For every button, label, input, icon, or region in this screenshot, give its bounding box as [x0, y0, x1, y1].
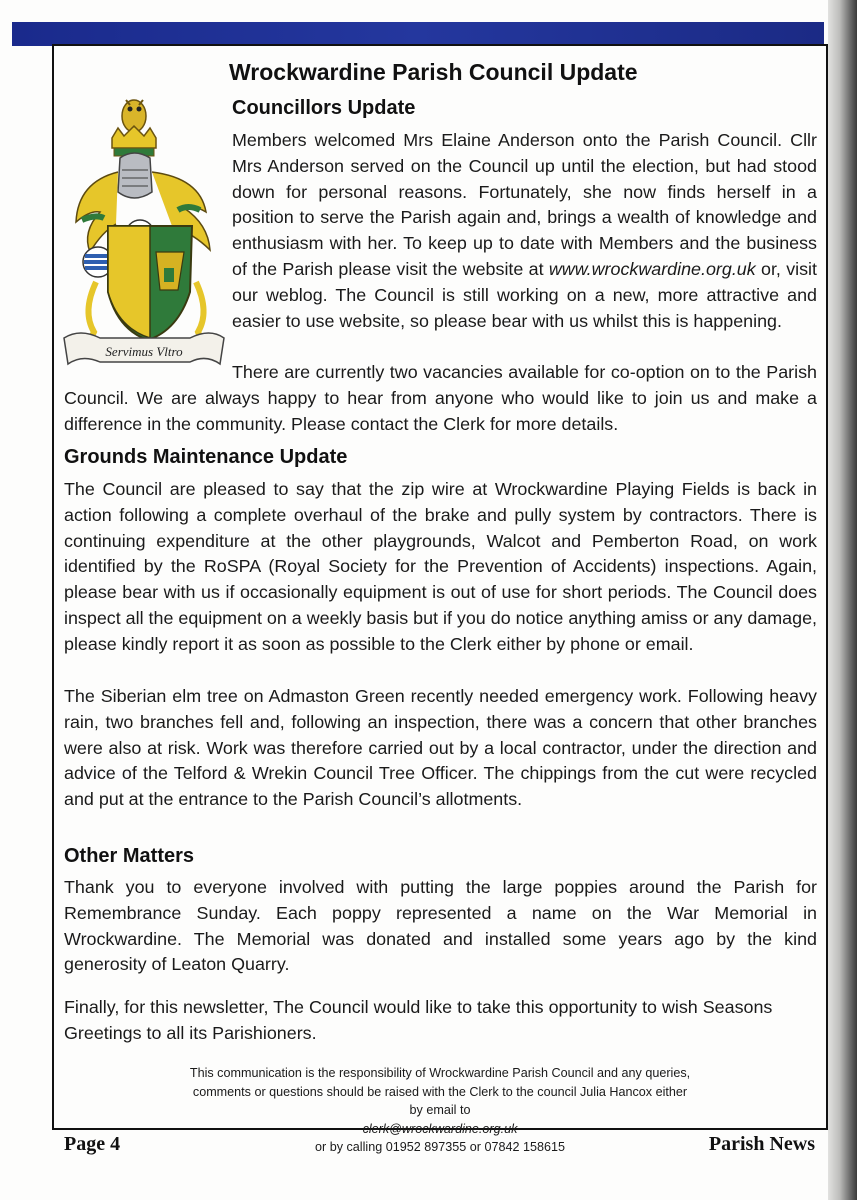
other-matters-heading: Other Matters [64, 845, 195, 867]
page-number: Page 4 [64, 1133, 121, 1155]
councillors-text: Members welcomed Mrs Elaine Anderson onto the Parish Council. Cllr Mrs Anderson served on the Council up until the election, but had stood down for personal reasons. Fortunately, she now finds herself in a position to serve the Parish again and, brings a wealth of knowledge and enthusiasm with her. To keep up to date with Members and the business of the Parish please visit the website at [232, 130, 817, 279]
footer-line-3-post: or by calling 01952 897355 or 07842 158615 [315, 1140, 565, 1155]
crest-motto: Servimus Vltro [105, 344, 183, 359]
grounds-paragraph-2: The Siberian elm tree on Admaston Green recently needed emergency work. Following heavy rain, two branches fell and, following an inspection, there was a concern that other branches were also at risk. Work was therefore carried out by a local contractor, under the direction and advice of the Telford & Wrekin Council Tree Officer. The chippings from the cut were recycled and put at the entrance to the Parish Council’s allotments. [64, 686, 817, 810]
publication-name: Parish News [708, 1133, 815, 1155]
other-matters-paragraph-2: Finally, for this newsletter, The Council would like to take this opportunity to wish Seasons Greetings to all its Parishioners. [64, 997, 773, 1043]
grounds-heading: Grounds Maintenance Update [64, 446, 348, 468]
grounds-paragraph-1: The Council are pleased to say that the zip wire at Wrockwardine Playing Fields is back in action following a complete overhaul of the brake and pully system by contractors. There is continuing expenditure at the other playgrounds, Walcot and Pemberton Road, on work identified by the RoSPA (Royal Society for the Prevention of Accidents) inspections. Again, please bear with us if occasionally equipment is out of use for short periods. The Council does inspect all the equipment on a weekly basis but if you do notice anything amiss or any damage, please kindly report it as soon as possible to the Clerk either by phone or email. [64, 479, 817, 654]
footer-line-3-pre: by email to [409, 1103, 471, 1118]
website-link[interactable]: www.wrockwardine.org.uk [548, 258, 756, 279]
footer-line-3 [120, 1101, 760, 1157]
parish-crest-icon [60, 92, 228, 368]
clerk-email-link[interactable]: clerk@wrockwardine.org.uk [362, 1121, 518, 1136]
councillors-heading: Councillors Update [232, 97, 416, 119]
other-matters-paragraph-1: Thank you to everyone involved with putting the large poppies around the Parish for Remembrance Sunday. Each poppy represented a name on the War Memorial in Wrockwardine. The Memorial was donated and installed some years ago by the kind generosity of Leaton Quarry. [64, 877, 817, 975]
page-edge-shadow [828, 0, 857, 1200]
page-title: Wrockwardine Parish Council Update [229, 59, 638, 85]
councillors-paragraph-1 [232, 128, 817, 334]
footer-disclaimer [120, 1064, 760, 1157]
footer-line-2: comments or questions should be raised with the Clerk to the council Julia Hancox either [192, 1084, 688, 1099]
councillors-paragraph-2: There are currently two vacancies available for co-option on to the Parish Council. We are always happy to hear from anyone who would like to join us and make a difference in the community. Please contact the Clerk for more details. [64, 362, 817, 434]
top-color-band [12, 22, 824, 46]
councillors-text-tail: or, visit our weblog. The Council is still working on a new, more attractive and easier to use website, so please bear with us whilst this is happening. [232, 258, 817, 331]
footer-line-1: This communication is the responsibility of Wrockwardine Parish Council and any queries, [189, 1066, 691, 1080]
